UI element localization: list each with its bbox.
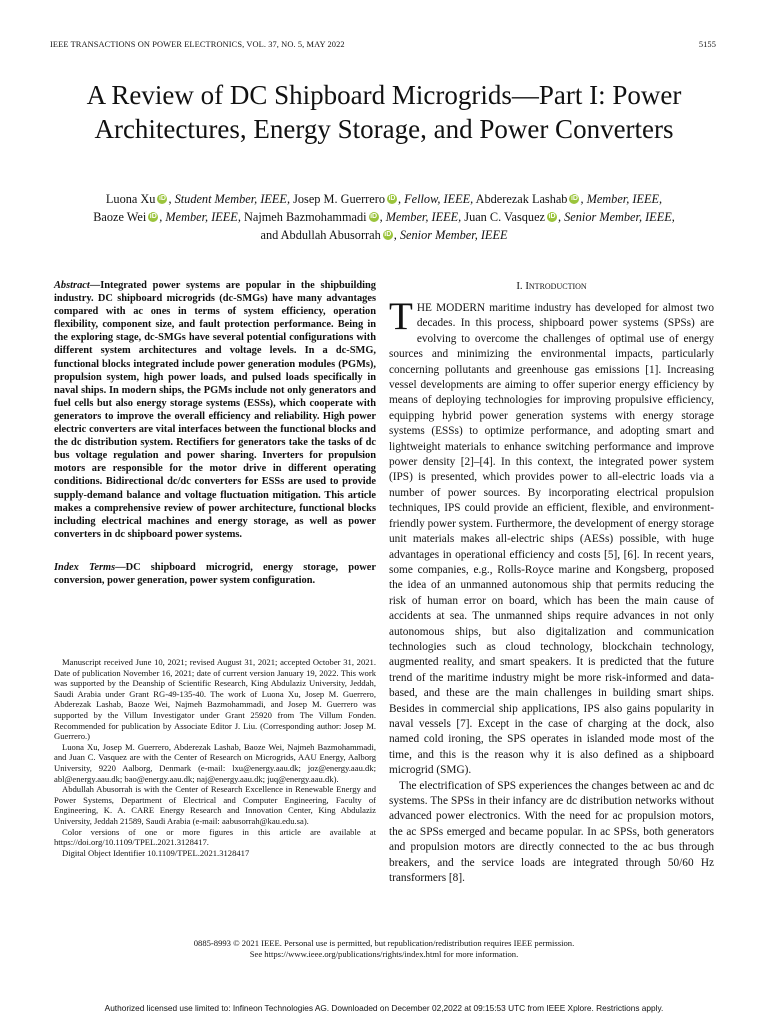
- index-terms: [54, 561, 376, 587]
- paragraph: The electrification of SPS experiences the changes between ac and dc systems. The SPSs in their infancy are dc distribution networks without advanced power electronics. With the need for ac propulsion motors, the ac SPSs emerged and became popular. In ac SPSs, both generators and propulsion motors are directly connected to the ac bus through breakers, and the service loads are integrated through 50/60 Hz transformers [8].: [389, 779, 714, 885]
- abstract-text: —Integrated power systems are popular in the shipbuilding industry. DC shipboard microgrids (dc-SMGs) have many advantages compared with ac ones in terms of system efficiency, operation flexibility, component size, and fault protection performance. Being in the exploring stage, dc-SMGs have several potential configurations with different system architectures and voltage levels. In a dc-SMG, functional blocks integrated include power generation modules (PGMs), propulsion system, high power loads, and pulsed loads specifically in naval ships. In modern ships, the PGMs include not only generators and fuel cells but also energy storage systems (ESSs), which cooperate with generators to improve the overall efficiency and reliability. High power electric converters are vital interfaces between the functional blocks and the dc distribution system. Rectifiers for generators take the tasks of dc bus voltage regulation and power sharing. Inverters for propulsion motors are responsible for the motor drive in different operating conditions. Bidirectional dc/dc converters for ESSs are used to provide supply-demand balance and voltage fluctuation mitigation. This article makes a comprehensive review of power architecture, functional blocks including electrical machines and energy storage, as well as power converters in dc shipboard power systems.: [54, 280, 376, 540]
- author-name: Najmeh Bazmohammadi: [240, 210, 367, 224]
- page-number: 5155: [698, 40, 716, 49]
- author-role: , Member, IEEE,: [580, 192, 663, 206]
- author-name: Juan C. Vasquez: [461, 210, 545, 224]
- section-number: I.: [516, 280, 523, 292]
- footnote: [54, 657, 376, 858]
- author-role: , Senior Member, IEEE,: [558, 210, 675, 224]
- author-name: Baoze Wei: [93, 210, 147, 224]
- index-terms-lead: Index Terms: [54, 562, 116, 573]
- author-role: , Student Member, IEEE,: [168, 192, 291, 206]
- journal-name: IEEE TRANSACTIONS ON POWER ELECTRONICS, VOL. 37, NO. 5, MAY 2022: [50, 40, 345, 49]
- orcid-icon[interactable]: iD: [384, 231, 392, 239]
- author-line-1: [48, 190, 720, 208]
- author-role: , Senior Member, IEEE: [393, 228, 508, 242]
- abstract-lead: Abstract: [54, 280, 90, 291]
- abstract: [54, 279, 376, 541]
- orcid-icon[interactable]: iD: [570, 195, 578, 203]
- section-title: Introduction: [525, 280, 587, 292]
- paper-title: A Review of DC Shipboard Microgrids—Part I: Power Architectures, Energy Storage, and Power Converters: [86, 80, 682, 144]
- author-line-3: [48, 226, 720, 244]
- author-line-2: [48, 208, 720, 226]
- author-name: Luona Xu: [105, 192, 156, 206]
- orcid-icon[interactable]: iD: [370, 213, 378, 221]
- footnote-paragraph: Digital Object Identifier 10.1109/TPEL.2021.3128417: [62, 847, 250, 858]
- footnote-paragraph: Abdullah Abusorrah is with the Center of Research Excellence in Renewable Energy and Power Systems, Department of Electrical and Computer Engineering, Faculty of Engineering, K. A. CARE Energy Research and Innovation Center, King Abdulaziz University, Jeddah 21589, Saudi Arabia (e-mail: aabusorrah@kau.edu.sa).: [54, 784, 376, 826]
- body-text: [389, 295, 714, 886]
- copyright-line: 0885-8993 © 2021 IEEE. Personal use is permitted, but republication/redistribution requires IEEE permission.: [193, 938, 575, 948]
- running-header: [50, 40, 716, 54]
- drop-cap: T: [389, 295, 413, 338]
- author-name: Abderezak Lashab: [473, 192, 568, 206]
- section-heading: [389, 280, 714, 292]
- first-word: HE MODERN: [416, 302, 486, 314]
- index-terms-text: —DC shipboard microgrid, energy storage, power conversion, power generation, power system configuration.: [54, 562, 376, 587]
- footnote-paragraph: Color versions of one or more figures in this article are available at https://doi.org/10.1109/TPEL.2021.3128417.: [54, 826, 376, 848]
- author-role: , Member, IEEE,: [159, 210, 241, 224]
- rights-link[interactable]: See https://www.ieee.org/publications/rights/index.html for more information.: [249, 949, 519, 959]
- author-role: , Member, IEEE,: [379, 210, 462, 224]
- copyright-notice: [40, 938, 728, 960]
- footnote-paragraph: Luona Xu, Josep M. Guerrero, Abderezak Lashab, Baoze Wei, Najmeh Bazmohammadi, and Juan C. Vasquez are with the Center of Research on Microgrids, AAU Energy, Aalborg University, 9220 Aalborg, Denmark (e-mail: lxu@energy.aau.dk; joz@energy.aau.dk; abl@energy.aau.dk; bao@energy.aau.dk; naj@energy.aau.dk; juq@energy.aau.dk).: [54, 741, 376, 784]
- orcid-icon[interactable]: iD: [548, 213, 556, 221]
- paragraph: [389, 295, 714, 779]
- author-name: Josep M. Guerrero: [290, 192, 385, 206]
- orcid-icon[interactable]: iD: [388, 195, 396, 203]
- paragraph-text: maritime industry has developed for almost two decades. In this process, shipboard power systems (SPSs) are evolving to overcome the challenges of optimal use of energy sources and minimizing the environmental impacts, particularly concerning pollutants and greenhouse gas emissions [1]. Increasing vessel developments are aiming to offer superior energy efficiency by means of deploying technologies for improving propulsive efficiency, equipping hybrid power generation systems with energy storage systems (ESSs) to optimize performance, and adopting smart and lightweight materials to enhance switching performance and improve power density [2]–[4]. In this context, the integrated power system (IPS) is presented, which provides power to all-electric loads via a number of power sources. By incorporating electrical propulsion techniques, IPS could provide an efficient, flexible, and environment-friendly power system. Furthermore, the development of energy storage unit materials makes all-electric ships (AESs) possible, with huge advantages in operational efficiency and costs [5], [6]. In recent years, some companies, e.g., Rolls-Royce marine and Kongsberg, proposed the idea of an unmanned autonomous ship that permits reducing the risk of human error on board, which has been the main cause of accidents at sea. The unmanned ships require advances in not only autonomous ships, but also digitalization and communication technologies such as cloud technology, blockchain technology, augmented reality, and smart speakers. It is predicted that the future trend of the maritime industry might be more risk-informed and data-based, and these are the main challenges in building smart ships. Besides in commercial ship applications, IPS also gains popularity in naval vessels [7]. Except in the case of charging at the dock, also named cold ironing, the SPS operates in islanded mode most of the time, and this is the reason why it is also defined as a shipboard microgrid (SMG).: [389, 302, 714, 777]
- author-name: and Abdullah Abusorrah: [260, 228, 381, 242]
- license-notice: Authorized licensed use limited to: Infineon Technologies AG. Downloaded on December 02,2022 at 09:15:53 UTC from IEEE Xplore. Restrictions apply.: [104, 1003, 664, 1013]
- orcid-icon[interactable]: iD: [149, 213, 157, 221]
- author-role: , Fellow, IEEE,: [397, 192, 474, 206]
- author-list: [48, 190, 720, 244]
- orcid-icon[interactable]: iD: [158, 195, 166, 203]
- footnote-paragraph: Manuscript received June 10, 2021; revised August 31, 2021; accepted October 31, 2021. Date of publication November 16, 2021; date of current version January 19, 2022. This work was supported by the Deanship of Scientific Research, King Abdulaziz University, Jeddah, Saudi Arabia under Grant RG-49-135-40. The work of Luona Xu, Josep M. Guerrero, Abderezak Lashab, Baoze Wei, Najmeh Bazmohammadi, and Josep M. Guerrero was supported by the Villum Investigator under Grant 25920 from The Villum Fonden. Recommended for publication by Associate Editor J. Liu. (Corresponding author: Josep M. Guerrero.): [54, 657, 376, 742]
